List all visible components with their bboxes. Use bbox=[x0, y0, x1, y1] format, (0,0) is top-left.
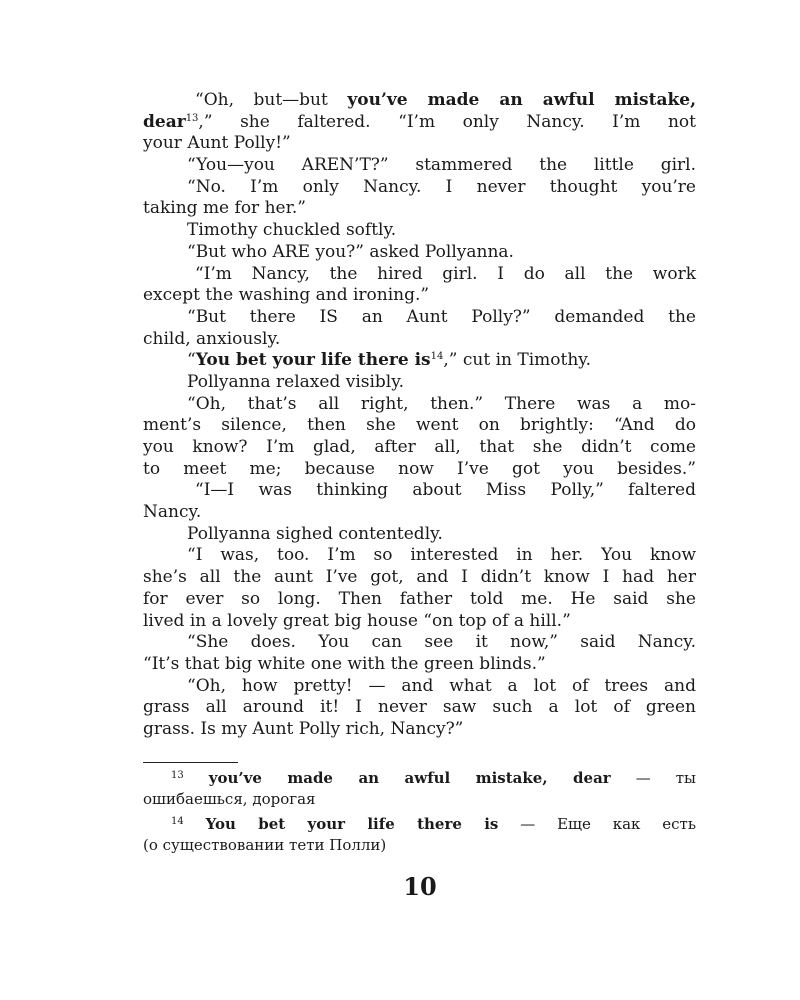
text-line: “Oh, how pretty! — and what a lot of trees and bbox=[187, 675, 696, 696]
text-line: “I’m Nancy, the hired girl. I do all the work bbox=[195, 263, 696, 284]
text-line: “I—I was thinking about Miss Polly,” faltered bbox=[195, 480, 696, 501]
footnote-ref-13[interactable]: 13 bbox=[185, 112, 199, 124]
text-line: she’s all the aunt I’ve got, and I didn’t know I had her bbox=[143, 567, 696, 588]
text-line: lived in a lovely great big house “on top of a hill.” bbox=[143, 610, 571, 631]
text-line: to meet me; because now I’ve got you besides.” bbox=[143, 458, 696, 479]
text-line: dear$^{13}$,” she faltered. “I’m only Nancy. I’m not bbox=[143, 111, 696, 132]
text-line: grass. Is my Aunt Polly rich, Nancy?” bbox=[143, 718, 464, 739]
text-line: “Oh, but—but you’ve made an awful mistake, bbox=[195, 90, 696, 110]
text-line: “No. I’m only Nancy. I never thought you’re bbox=[187, 176, 696, 197]
text-line: “You—you AREN’T?” stammered the little girl. bbox=[187, 155, 696, 176]
page-number: 10 bbox=[403, 872, 437, 901]
text-line: “Oh, that’s all right, then.” There was a mo- bbox=[187, 393, 696, 414]
text-line: ment’s silence, then she went on brightly: “And do bbox=[143, 415, 696, 436]
footnote-13-continued: ошибаешься, дорогая bbox=[143, 790, 316, 808]
text-line: Timothy chuckled softly. bbox=[187, 220, 397, 241]
text-line: “You bet your life there $is^{14}$,” cut in Timothy. bbox=[187, 350, 592, 371]
text-line: for ever so long. Then father told me. He said she bbox=[143, 588, 696, 609]
text-line: you know? I’m glad, after all, that she didn’t come bbox=[143, 437, 696, 457]
footnote-13: $^{13}$ you’ve made an awful mistake, dear — ты bbox=[171, 769, 696, 787]
text-line: except the washing and ironing.” bbox=[143, 285, 430, 306]
text-line: Pollyanna relaxed visibly. bbox=[187, 371, 404, 392]
text-line: taking me for her.” bbox=[143, 198, 306, 219]
footnote-ref-14[interactable]: 14 bbox=[430, 351, 444, 363]
text-line: “She does. You can see it now,” said Nancy. bbox=[187, 632, 696, 653]
text-line: your Aunt Polly!” bbox=[143, 133, 291, 154]
text-line: “But who ARE you?” asked Pollyanna. bbox=[187, 241, 514, 262]
footnote-divider bbox=[143, 762, 238, 763]
text-line: Nancy. bbox=[143, 502, 202, 523]
text-line: “It’s that big white one with the green blinds.” bbox=[143, 653, 546, 674]
text-line: grass all around it! I never saw such a lot of green bbox=[143, 697, 696, 718]
text-line: Pollyanna sighed contentedly. bbox=[187, 523, 443, 544]
text-line: “I was, too. I’m so interested in her. You know bbox=[187, 545, 696, 566]
footnote-14: $^{14}$ You bet your life there is — Еще как есть bbox=[171, 815, 697, 833]
story-text bbox=[143, 90, 696, 741]
text-line: “But there IS an Aunt Polly?” demanded the bbox=[187, 306, 696, 327]
footnote-14-continued: (о существовании тети Полли) bbox=[143, 836, 387, 854]
footnotes bbox=[143, 768, 696, 856]
text-line: child, anxiously. bbox=[143, 328, 281, 349]
